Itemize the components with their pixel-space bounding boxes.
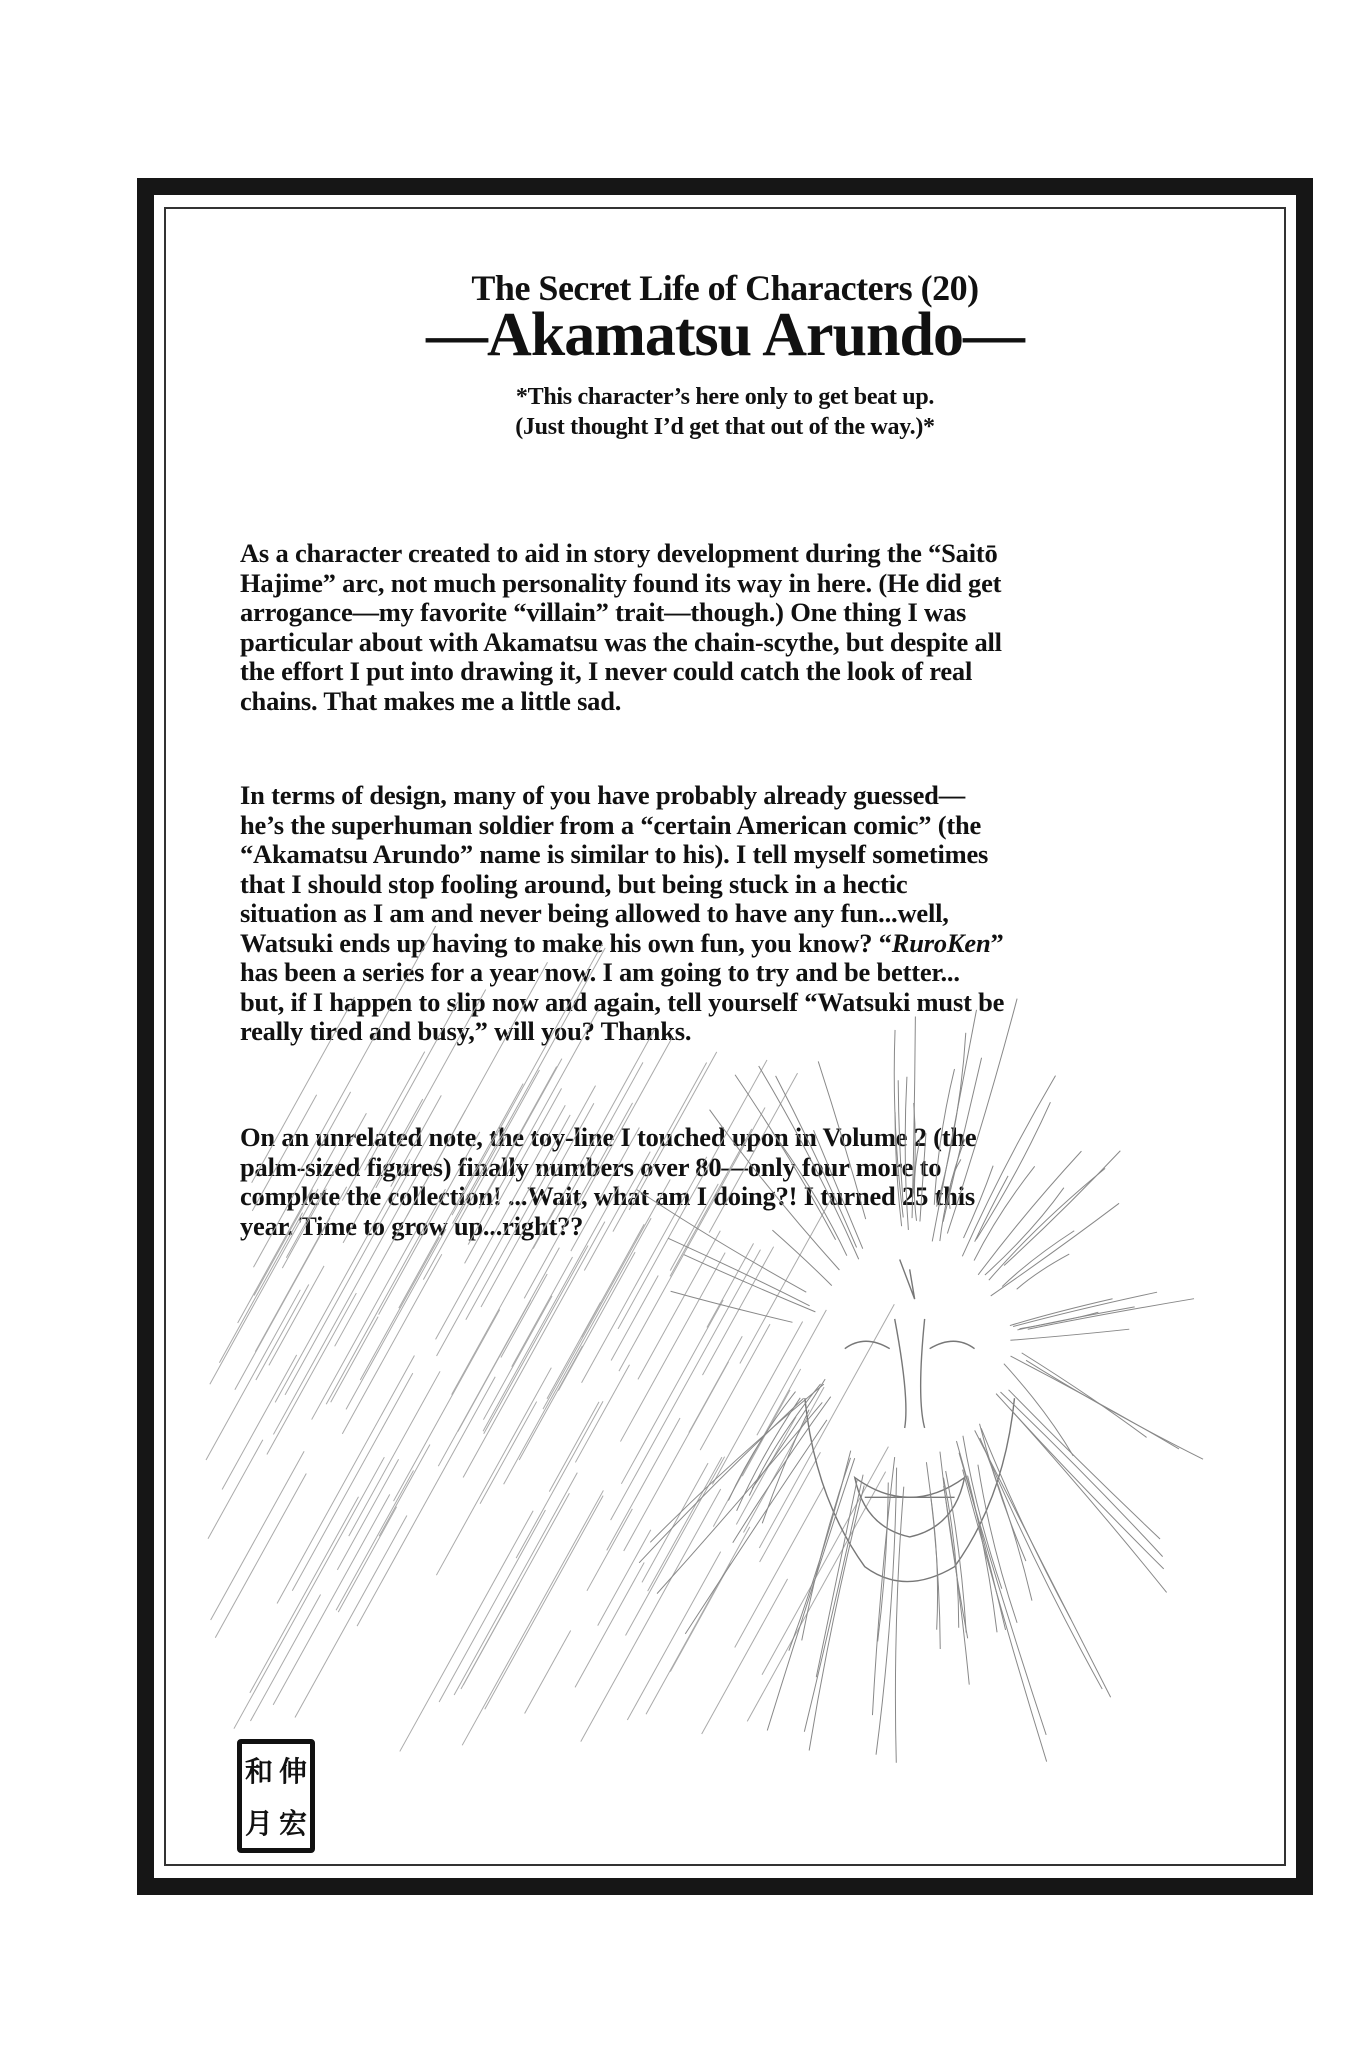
hair-stroke [980,1438,1102,1689]
hatch-stroke [211,1451,304,1620]
text-line: particular about with Akamatsu was the chain-scythe, but despite all [240,626,1002,657]
text-line: “Akamatsu Arundo” name is similar to his). I tell myself sometimes [240,839,989,869]
hair-stroke [984,1447,1032,1600]
hatch-stroke [234,1457,384,1729]
author-seal [237,1739,315,1853]
hatch-stroke [525,1630,571,1713]
text-line: he’s the superhuman soldier from a “certain American comic” (the [240,809,982,840]
text-segment: ” [990,927,1004,958]
hair-stroke [802,1458,851,1641]
hatch-stroke [206,1290,300,1460]
hatch-stroke [547,1302,600,1399]
hatch-stroke [436,1368,551,1575]
hair-stroke [876,1468,897,1755]
hair-stroke [1011,1356,1179,1449]
hair-stroke [946,1471,966,1633]
hair-stroke [650,1384,824,1542]
hair-stroke [1028,1299,1194,1330]
hatch-stroke [256,1284,309,1379]
hatch-stroke [295,1515,407,1717]
hatch-stroke [342,1254,442,1434]
hatch-stroke [269,1266,324,1365]
hair-stroke [789,1451,851,1651]
hair-stroke [816,1480,857,1677]
hair-stroke [872,1457,894,1715]
text-line: On an unrelated note, the toy-line I touched upon in Volume 2 (the [240,1122,977,1152]
text-line: that I should stop fooling around, but being stuck in a hectic [240,868,908,899]
hair-stroke [989,1168,1105,1280]
hatch-stroke [250,1497,359,1693]
hair-stroke [767,1458,854,1730]
hair-stroke [878,1483,889,1642]
hair-stroke [1002,1231,1074,1287]
hatch-stroke [598,1530,651,1626]
hatch-stroke [222,1355,297,1490]
hair-stroke [752,1379,825,1488]
face-sketch [805,1259,1015,1581]
subtitle-line: (Just thought I’d get that out of the way.)* [515,414,935,440]
hatch-stroke [670,1564,730,1672]
hatch-stroke [707,1243,754,1327]
hair-stroke [940,1452,968,1639]
hair-stroke [684,1255,815,1312]
hatch-stroke [558,1252,635,1390]
hatch-stroke [439,1510,545,1702]
hatch-stroke [485,1496,603,1710]
hair-stroke [943,1478,958,1628]
hair-stroke [1022,1353,1147,1438]
hatch-stroke [519,1346,582,1460]
hatch-stroke [575,1563,644,1688]
hair-stroke [749,1384,820,1496]
hair-stroke [737,1398,801,1511]
hatch-stroke [626,1457,725,1636]
hatch-stroke [235,1218,330,1390]
hatch-stroke [458,1300,531,1432]
text-line: arrogance—my favorite “villain” trait—though.) One thing I was [240,597,967,627]
text-line: Hajime” arc, not much personality found its way in here. (He did get [240,567,1002,598]
hatch-stroke [702,1579,788,1734]
seal-char: 和 [244,1755,273,1788]
hatch-stroke [642,1463,708,1582]
hair-stroke [978,1465,1017,1623]
hair-stroke [1026,1360,1203,1459]
hair-stroke [895,1487,903,1763]
hatch-stroke [336,1470,413,1610]
hatch-stroke [735,1487,824,1648]
hair-stroke [978,1151,1081,1275]
hatch-stroke [215,1473,306,1637]
hatch-stroke [501,1274,547,1358]
hatch-stroke [759,1304,894,1548]
hair-stroke [926,1462,940,1649]
hatch-stroke [611,1276,658,1361]
hair-stroke [1013,1292,1157,1326]
hatch-stroke [587,1509,632,1591]
hatch-stroke [463,1222,605,1478]
hatch-stroke [292,1373,413,1591]
hatch-stroke [357,1377,495,1626]
hatch-stroke [713,1369,800,1527]
hair-stroke [1017,1307,1134,1330]
hair-stroke [956,1441,1005,1630]
text-line: situation as I am and never being allowed to have any fun...well, [240,898,949,928]
hatch-stroke [549,1402,599,1492]
hair-stroke [762,1410,809,1524]
hatch-stroke [762,1447,888,1675]
text-line: complete the collection! ...Wait, what am I doing?! I turned 25 this [240,1181,975,1211]
hair-stroke [1004,1364,1073,1456]
paragraph-1 [240,539,1002,716]
hair-stroke [639,1398,803,1563]
text-line: chains. That makes me a little sad. [240,685,622,716]
text-segment: Watsuki ends up having to make his own fun, you know? “ [240,927,892,958]
hair-stroke [974,1166,1035,1260]
hatch-stroke [379,1445,430,1537]
hatch-stroke [463,1585,519,1686]
hatch-stroke [360,1237,439,1380]
seal-char: 伸 [278,1755,307,1788]
seal-char: 宏 [278,1807,307,1840]
hair-stroke [1020,1312,1099,1329]
subtitle-line: *This character’s here only to get beat up. [515,384,935,410]
hair-stroke [996,1394,1164,1569]
hair-stroke [657,1402,822,1593]
hatch-stroke [331,1317,378,1403]
hair-stroke [1010,1409,1166,1592]
hatch-stroke [277,1355,414,1603]
inner-border [164,207,1286,1866]
hair-stroke [733,1397,831,1543]
column-title: The Secret Life of Characters (20) [471,268,979,308]
hatch-stroke [712,1321,802,1484]
hatch-stroke [208,1440,263,1539]
hatch-stroke [454,1473,577,1695]
hatch-stroke [702,1247,773,1375]
hatch-stroke [346,1229,446,1409]
hair-stroke [963,1436,1002,1589]
hatch-stroke [627,1552,720,1720]
hatch-stroke [504,1218,651,1484]
character-name: —Akamatsu Arundo— [426,301,1024,369]
hatch-stroke [582,1224,645,1337]
hair-stroke [728,1392,795,1501]
text-line: year. Time to grow up...right?? [240,1210,584,1241]
hatch-stroke [575,1365,629,1463]
hair-stroke [975,1430,1111,1697]
hatch-stroke [484,1246,588,1434]
hair-stroke [1004,1151,1120,1266]
hatch-stroke [624,1362,729,1551]
hair-stroke [976,1102,1050,1239]
hatch-stroke [607,1418,680,1550]
hair-stroke [968,1476,997,1633]
paragraph-3 [240,1123,977,1241]
hair-stroke [804,1475,863,1732]
hatch-stroke [620,1253,725,1442]
hatch-stroke [338,1507,396,1612]
hair-stroke [1017,1254,1070,1289]
hatch-stroke [483,1296,552,1420]
hatch-stroke [273,1494,390,1704]
text-line: has been a series for a year now. I am going to try and be better... [240,957,960,987]
hatch-stroke [700,1324,770,1450]
hatch-stroke [312,1231,416,1419]
hair-stroke [991,1203,1119,1296]
hair-stroke [963,1470,1047,1762]
hair-stroke [930,1492,937,1629]
text-line [240,929,1004,959]
text-line: In terms of design, many of you have probably already guessed— [240,780,966,810]
hatch-stroke [747,1472,885,1722]
hair-stroke [1009,1390,1160,1539]
hatch-stroke [638,1231,720,1380]
hair-stroke [668,1238,809,1305]
hatch-stroke [757,1310,826,1435]
text-line: but, if I happen to slip now and again, tell yourself “Watsuki must be [240,986,1005,1017]
seal-char: 月 [244,1807,273,1840]
hair-stroke [980,1424,1026,1561]
text-line: really tired and busy,” will you? Thanks. [240,1016,692,1046]
hatch-stroke [512,1257,573,1367]
hatch-stroke [760,1452,821,1562]
hatch-stroke [438,1248,559,1467]
hair-stroke [1010,1329,1129,1340]
hatch-stroke [621,1300,723,1484]
page-frame [137,178,1313,1895]
hatch-stroke [581,1489,721,1742]
hatch-stroke [462,1490,603,1745]
text-line: the effort I put into drawing it, I never could catch the look of real [240,656,973,686]
hatch-stroke [646,1527,750,1714]
hair-stroke [809,1486,864,1751]
hair-stroke [1000,1392,1162,1557]
hatch-stroke [349,1371,440,1536]
hatch-stroke [480,1402,537,1504]
hair-stroke [975,1176,1008,1242]
hatch-stroke [743,1387,824,1532]
text-line: As a character created to aid in story development during the “Saitō [240,538,998,568]
hatch-stroke [267,1293,356,1454]
hatch-stroke [516,1401,603,1558]
hair-stroke [671,1291,793,1322]
hatch-stroke [337,1459,398,1570]
hatch-stroke [611,1250,761,1520]
hatch-stroke [736,1417,796,1525]
hatch-stroke [689,1336,742,1432]
hair-stroke [985,1188,1064,1275]
hair-stroke [981,1428,1071,1619]
hatch-stroke [400,1511,533,1752]
series-title: RuroKen [891,927,991,958]
hatch-stroke [648,1457,722,1591]
hair-stroke [685,1420,827,1634]
hatch-stroke [461,1493,569,1689]
hatch-stroke [742,1390,790,1476]
paragraph-2 [240,781,1004,1047]
hair-stroke [1010,1299,1113,1326]
hatch-stroke [250,1594,320,1721]
hair-stroke [944,1486,970,1685]
hatch-stroke [394,1309,500,1501]
text-line: palm-sized figures) finally numbers over 80—only four more to [240,1151,942,1182]
hair-stroke [959,1453,1046,1735]
